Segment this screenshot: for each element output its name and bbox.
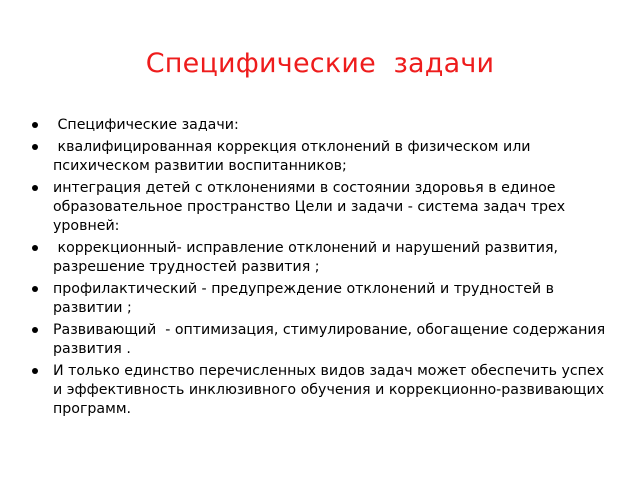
- bullet-list: [32, 116, 612, 422]
- bullet-text: И только единство перечисленных видов задач может обеспечить успех и эффективность инклюзивного обучения и коррекционно-развивающих программ.: [53, 363, 609, 417]
- bullet-item: [32, 239, 612, 277]
- bullet-dot-icon: [32, 327, 38, 333]
- bullet-text: квалифицированная коррекция отклонений в физическом или психическом развитии воспитанников;: [53, 139, 536, 174]
- bullet-dot-icon: [32, 122, 38, 128]
- bullet-item: [32, 321, 612, 359]
- bullet-item: [32, 362, 612, 419]
- slide-title: Специфические задачи: [145, 48, 495, 79]
- bullet-item: [32, 116, 612, 135]
- bullet-dot-icon: [32, 286, 38, 292]
- bullet-text: коррекционный- исправление отклонений и нарушений развития, разрешение трудностей развития ;: [53, 240, 563, 275]
- bullet-dot-icon: [32, 144, 38, 150]
- bullet-item: [32, 280, 612, 318]
- bullet-dot-icon: [32, 245, 38, 251]
- bullet-text: Специфические задачи:: [53, 117, 239, 133]
- bullet-dot-icon: [32, 368, 38, 374]
- bullet-text: интеграция детей с отклонениями в состоянии здоровья в единое образовательное пространство Цели и задачи - система задач трех уровней:: [53, 180, 570, 234]
- bullet-dot-icon: [32, 185, 38, 191]
- bullet-text: Развивающий - оптимизация, стимулирование, обогащение содержания развития .: [53, 322, 610, 357]
- bullet-item: [32, 179, 612, 236]
- bullet-item: [32, 138, 612, 176]
- bullet-text: профилактический - предупреждение отклонений и трудностей в развитии ;: [53, 281, 559, 316]
